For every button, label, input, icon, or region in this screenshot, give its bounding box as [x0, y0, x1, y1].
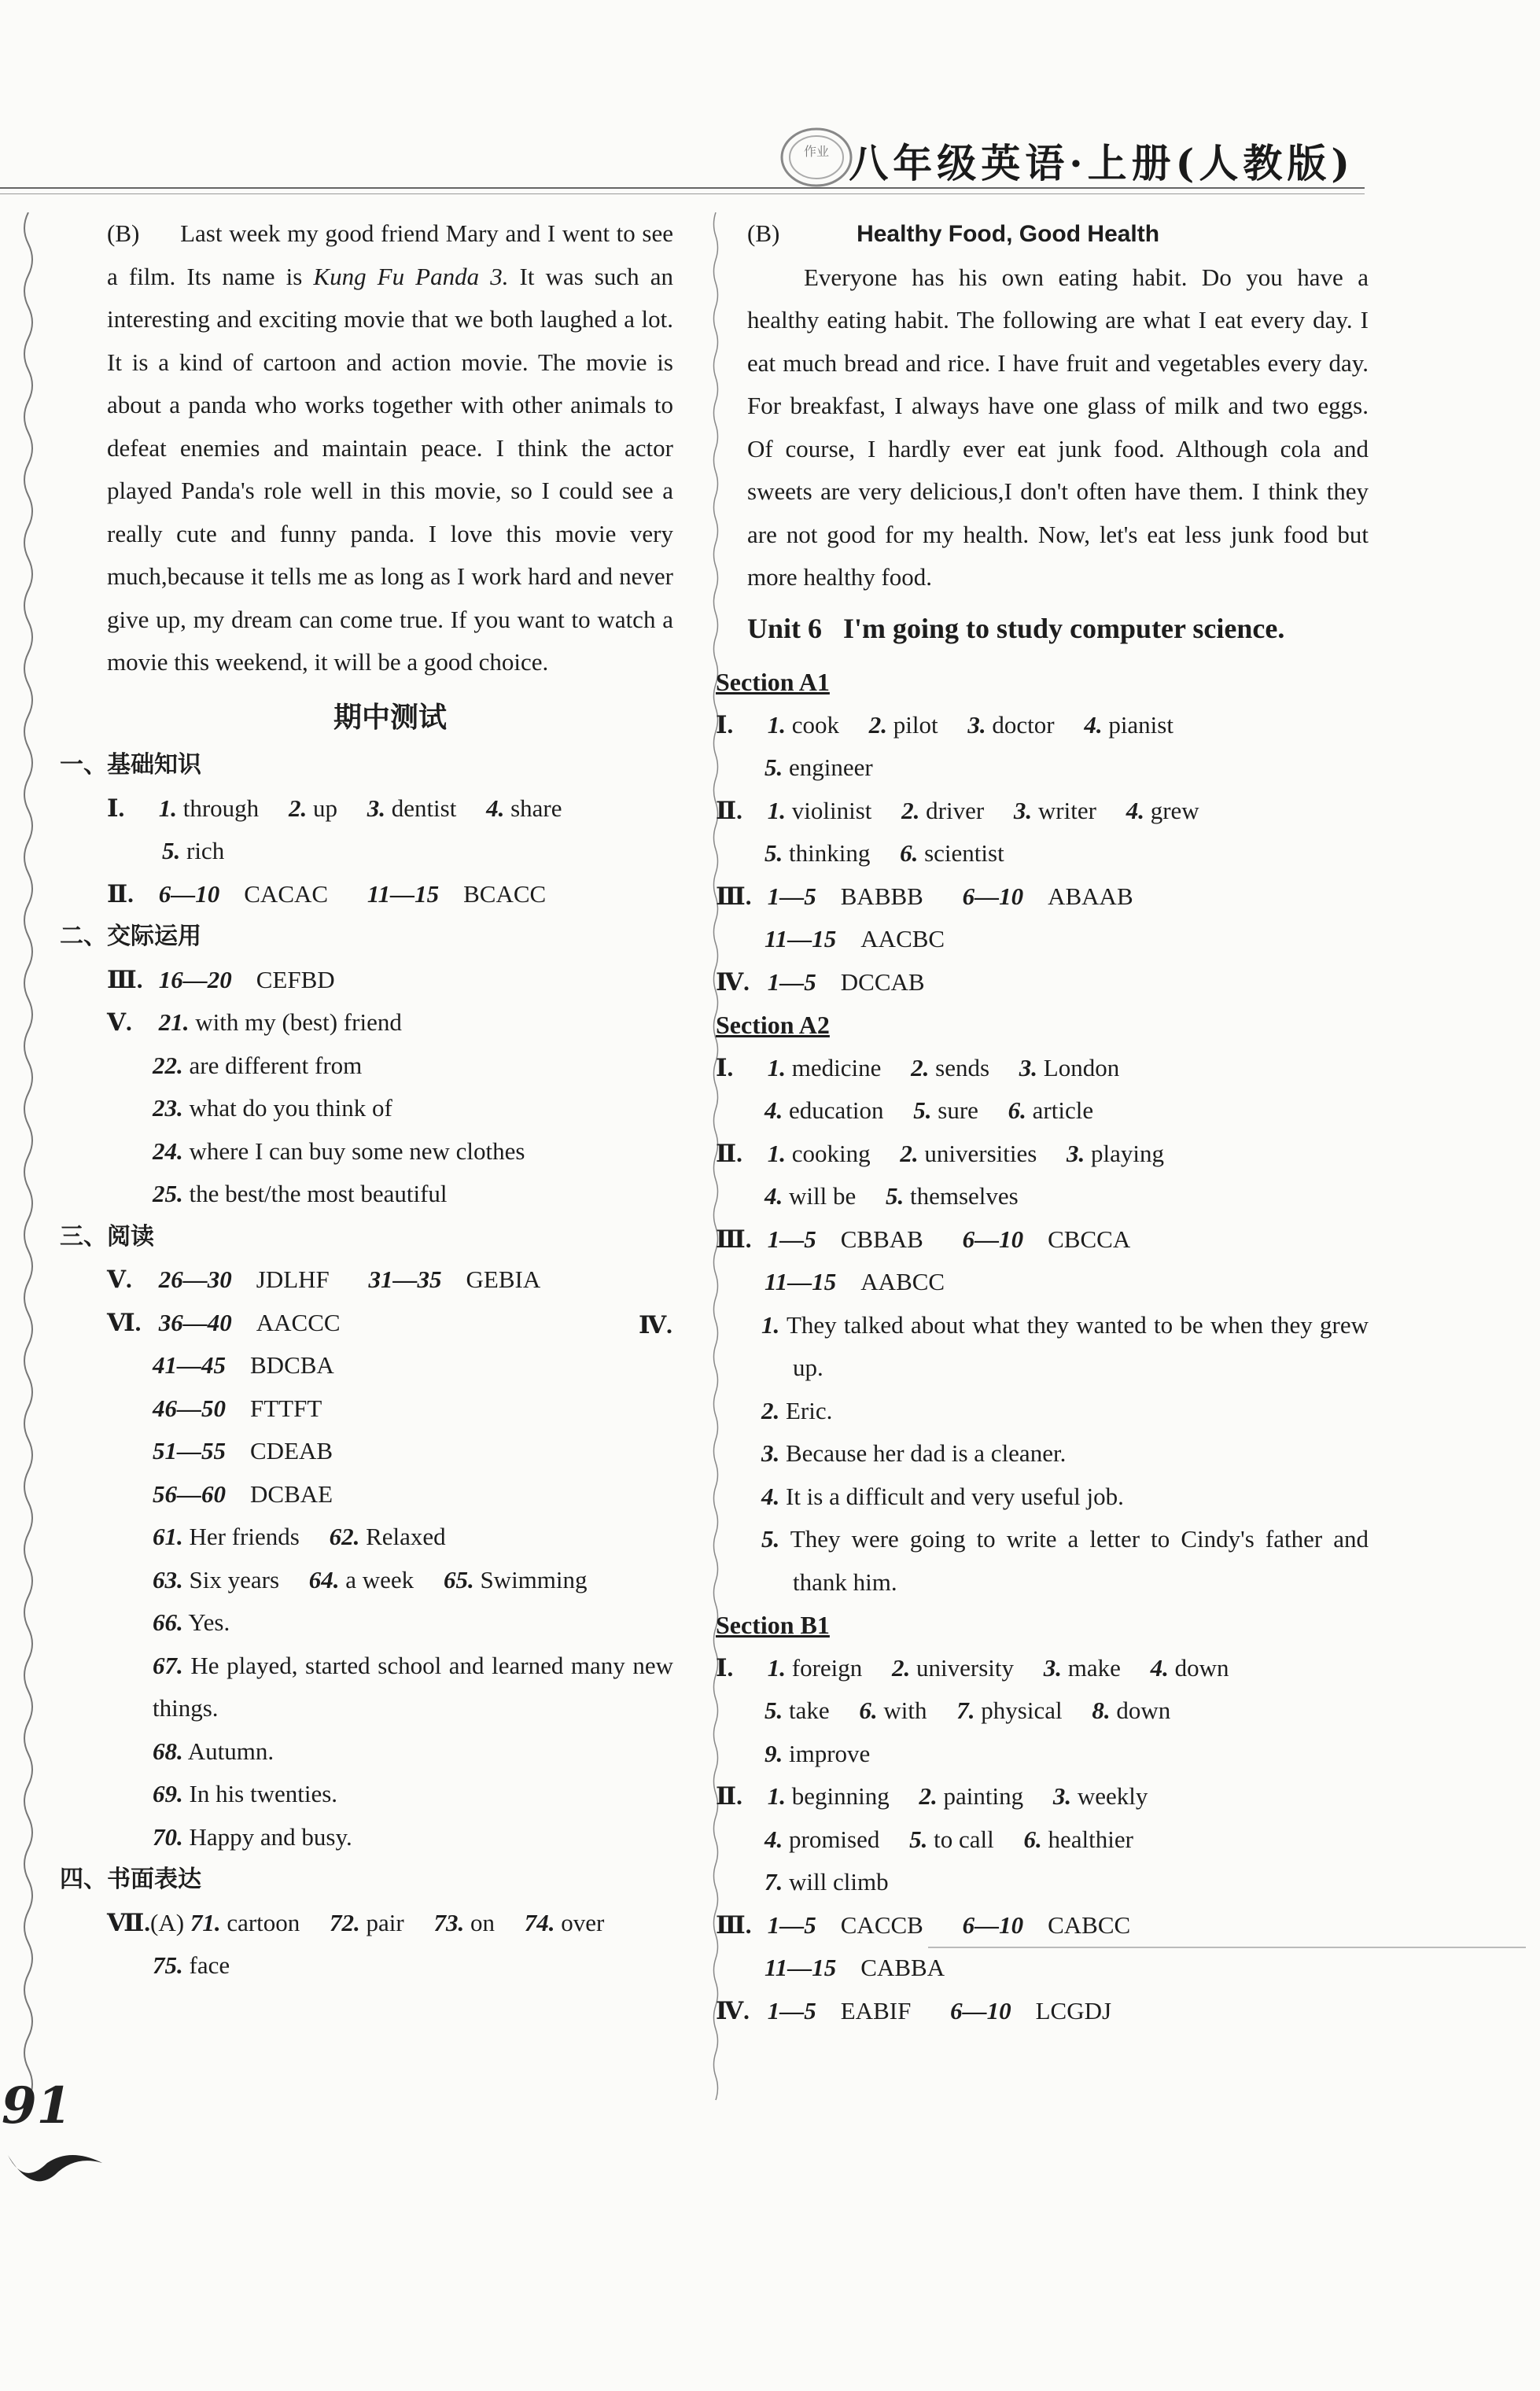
answer-row: 11—15 AABCC	[764, 1268, 945, 1295]
answer-row: Ⅴ. 26—30 JDLHF 31—35 GEBIA	[107, 1265, 541, 1293]
answer-row: 46—50 FTTFT	[153, 1394, 322, 1422]
answer-row: Ⅲ. 1—5 BABBB 6—10 ABAAB	[716, 882, 1133, 910]
header-rule-thin	[0, 193, 1365, 194]
answer-row: 69. In his twenties.	[153, 1780, 338, 1807]
footer-rule	[928, 1947, 1526, 1948]
passage-title: Healthy Food, Good Health	[857, 221, 1160, 247]
answer-row: Ⅲ. 16—20 CEFBD	[107, 965, 335, 993]
answer-row: 70. Happy and busy.	[153, 1822, 352, 1851]
answer-row: 61. Her friends 62. Relaxed	[153, 1523, 446, 1550]
answer-row: Ⅱ. 6—10 CACAC 11—15 BCACC	[107, 879, 547, 908]
section-a2-heading: Section A2	[716, 1011, 830, 1039]
answer-row: 11—15 AACBC	[764, 925, 945, 952]
header-title: 八年级英语·上册(人教版)	[849, 140, 1354, 186]
answer-row: 22. are different from	[153, 1051, 363, 1079]
passage-b-left	[107, 212, 673, 684]
answer-row: Ⅴ. 21. with my (best) friend	[107, 1008, 402, 1036]
answer-row: Ⅲ. 1—5 CBBAB 6—10 CBCCA	[716, 1225, 1131, 1253]
answer-row: 3. Because her dad is a cleaner.	[761, 1439, 1067, 1467]
passage-b-right: Everyone has his own eating habit. Do you have a healthy eating habit. The following are what I eat every day. I eat much bread and rice. I have fruit and vegetables every day. For breakfast, I always have one glass of milk and two eggs. Of course, I hardly ever eat junk food. Although cola and sweets are very delicious,I don't often have them. I think they are not good for my health. Now, let's eat less junk food but more healthy food.	[747, 263, 1369, 591]
answer-row: 75. face	[153, 1951, 230, 1979]
answer-row: Ⅰ. 1. cook 2. pilot 3. doctor 4. pianist	[716, 710, 1173, 739]
answer-row: 56—60 DCBAE	[153, 1479, 333, 1508]
passage-label: (B)	[747, 219, 780, 247]
answer-row: 5. take 6. with 7. physical 8. down	[764, 1697, 1171, 1724]
answer-row: 4. promised 5. to call 6. healthier	[764, 1825, 1133, 1853]
answer-row: 4. will be 5. themselves	[764, 1182, 1019, 1210]
answer-row: Ⅳ. 1—5 EABIF 6—10 LCGDJ	[716, 1996, 1112, 2024]
svg-text:作业: 作业	[803, 144, 830, 159]
answer-row: 5. engineer	[764, 753, 873, 781]
passage-line: Last week my good friend Mary and I	[180, 219, 556, 247]
answer-row: Ⅶ.(A) 71. cartoon 72. pair 73. on 74. over	[107, 1908, 605, 1936]
answer-row: Ⅲ. 1—5 CACCB 6—10 CABCC	[716, 1910, 1131, 1939]
answer-row: Ⅰ. 1. through 2. up 3. dentist 4. share	[107, 794, 562, 822]
answer-row: Ⅱ. 1. violinist 2. driver 3. writer 4. grew	[716, 796, 1199, 824]
answer-row: 51—55 CDEAB	[153, 1437, 333, 1464]
answer-row: 41—45 BDCBA	[153, 1351, 334, 1379]
wavy-border-decoration	[19, 212, 38, 2100]
answer-row: Ⅵ. 36—40 AACCC	[107, 1308, 341, 1336]
section-heading: 一、基础知识	[60, 751, 201, 779]
answer-row: Ⅳ. 1. They talked about what they wanted to be when they grew up.	[639, 1310, 1369, 1381]
answer-row: 5. They were going to write a letter to Cindy's father and thank him.	[761, 1525, 1369, 1596]
unit-title: Unit 6 I'm going to study computer science.	[747, 612, 1285, 644]
answer-row: 4. It is a difficult and very useful job.	[761, 1482, 1124, 1510]
answer-row: 9. improve	[764, 1739, 871, 1767]
leaf-ornament-icon	[0, 2139, 110, 2194]
answer-row: 68. Autumn.	[153, 1737, 274, 1765]
left-column	[60, 212, 674, 1988]
page-number: 91	[2, 2076, 72, 2135]
passage-line: It was such an interesting and exciting movie that we both laughed a lot. It is a kind of cartoon and action movie. The movie is about a panda who works together with other animals to defeat enemies and maintain peace. I think the actor played Panda's role well in this movie, so I could see a really cute and funny panda. I love this movie very much,because it tells me as long as I work hard and never give up, my dream can come true. If you want to watch a movie this weekend, it will be a good choice.	[107, 262, 674, 676]
section-a1-heading: Section A1	[716, 668, 830, 696]
answer-row: 24. where I can buy some new clothes	[153, 1137, 525, 1165]
answer-row: 63. Six years 64. a week 65. Swimming	[153, 1565, 588, 1593]
answer-row: Ⅰ. 1. foreign 2. university 3. make 4. down	[716, 1653, 1229, 1682]
passage-label: (B)	[107, 219, 140, 247]
section-heading: 三、阅读	[60, 1222, 154, 1251]
answer-row: Ⅱ. 1. beginning 2. painting 3. weekly	[716, 1782, 1148, 1810]
answer-row: Ⅰ. 1. medicine 2. sends 3. London	[716, 1053, 1120, 1081]
midterm-title: 期中测试	[333, 701, 447, 734]
header-rule	[0, 187, 1365, 189]
answer-row: 11—15 CABBA	[764, 1954, 945, 1981]
answer-row: 7. will climb	[764, 1868, 889, 1895]
answer-row: Ⅱ. 1. cooking 2. universities 3. playing	[716, 1139, 1165, 1167]
stamp-logo-icon	[779, 120, 854, 195]
section-b1-heading: Section B1	[716, 1611, 830, 1639]
answer-row: 67. He played, started school and learned many new things.	[153, 1651, 674, 1722]
answer-row: 66. Yes.	[153, 1608, 230, 1636]
answer-row: 5. thinking 6. scientist	[764, 839, 1004, 867]
answer-row: Ⅳ. 1—5 DCCAB	[716, 967, 925, 996]
section-heading: 四、书面表达	[60, 1866, 201, 1893]
right-column	[639, 212, 1369, 2032]
answer-row: 2. Eric.	[761, 1396, 833, 1424]
movie-title: Kung Fu Panda 3.	[313, 262, 509, 290]
answer-row: 23. what do you think of	[153, 1094, 392, 1122]
answer-row: 25. the best/the most beautiful	[153, 1180, 448, 1207]
section-heading: 二、交际运用	[60, 923, 201, 950]
passage-header	[747, 212, 1369, 256]
answer-row: 5. rich	[162, 837, 225, 864]
answer-row: 4. education 5. sure 6. article	[764, 1096, 1094, 1124]
passage-line: went to see a film. Its name is	[107, 219, 674, 290]
